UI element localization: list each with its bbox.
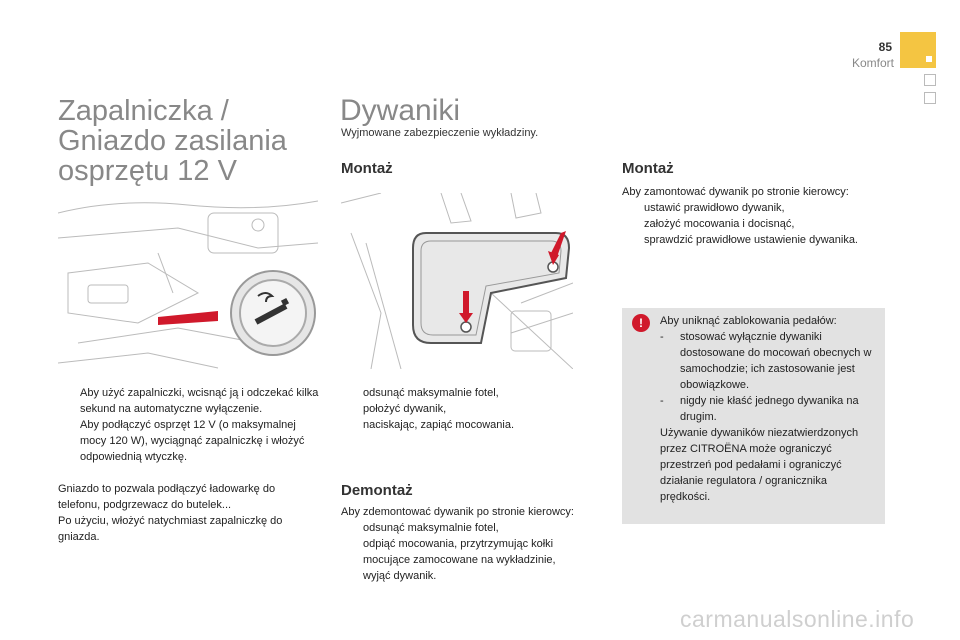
floor-mat-illustration <box>341 193 573 369</box>
dash-icon: - <box>660 395 664 407</box>
title-line-2: Gniazdo zasilania <box>58 125 287 157</box>
list-item: położyć dywanik, <box>363 403 447 415</box>
dismount-heading: Demontaż <box>341 482 413 499</box>
warning-icon: ! <box>632 314 650 332</box>
warning-footer: Używanie dywaników niezatwierdzonych przez CITROËNA może ograniczyć przestrzeń pod pedałami i ograniczyć działanie regulatora / ogranicznika prędkości. <box>660 427 859 503</box>
dismount-steps <box>341 520 603 584</box>
list-item: Aby podłączyć osprzęt 12 V (o maksymalnej mocy 120 W), wyciągnąć zapalniczkę i włożyć odpowiednią wtyczkę. <box>80 419 305 463</box>
mount-heading-driver: Montaż <box>622 160 674 177</box>
section-title-lighter <box>58 96 318 186</box>
warning-text <box>660 313 878 505</box>
mount-heading: Montaż <box>341 160 393 177</box>
chapter-tab-dot <box>926 56 932 62</box>
list-item: - stosować wyłącznie dywaniki dostosowane do mocowań obecnych w samochodzie; ich zastosowanie jest obowiązkowe. <box>660 331 872 391</box>
list-item: Aby użyć zapalniczki, wcisnąć ją i odczekać kilka sekund na automatyczne wyłączenie. <box>80 387 319 415</box>
page-number: 85 <box>878 40 892 54</box>
list-item: odpiąć mocowania, przytrzymując kołki mocujące zamocowane na wykładzinie, <box>363 538 556 566</box>
list-item: odsunąć maksymalnie fotel, <box>363 522 499 534</box>
list-item: odsunąć maksymalnie fotel, <box>363 387 499 399</box>
red-arrow-2 <box>463 291 469 315</box>
warning-intro: Aby uniknąć zablokowania pedałów: <box>660 315 837 327</box>
chapter-tab-box-1 <box>924 74 936 86</box>
title-line-3: osprzętu 12 V <box>58 155 237 187</box>
lighter-illustration <box>58 193 318 369</box>
title-line-1: Zapalniczka / <box>58 95 229 127</box>
pointer-arrow <box>158 311 218 325</box>
list-item: - nigdy nie kłaść jednego dywanika na drugim. <box>660 395 859 423</box>
chapter-tab-box-2 <box>924 92 936 104</box>
watermark: carmanualsonline.info <box>680 606 915 632</box>
dismount-intro: Aby zdemontować dywanik po stronie kierowcy: <box>341 506 574 518</box>
section-subtitle: Wyjmowane zabezpieczenie wykładziny. <box>341 127 539 139</box>
list-item: wyjąć dywanik. <box>363 570 437 582</box>
list-item: sprawdzić prawidłowe ustawienie dywanika. <box>644 234 858 246</box>
lighter-instructions <box>58 385 320 465</box>
warning-list <box>660 329 878 425</box>
list-item: ustawić prawidłowo dywanik, <box>644 202 785 214</box>
section-title-mats: Dywaniki <box>340 94 461 127</box>
mount-steps <box>341 385 591 433</box>
mount-intro: Aby zamontować dywanik po stronie kierowcy: <box>622 186 849 198</box>
after-use-paragraph: Po użyciu, włożyć natychmiast zapalniczkę do gniazda. <box>58 515 283 543</box>
clip-front <box>461 322 471 332</box>
mount-driver-steps <box>622 200 862 248</box>
list-item: naciskając, zapiąć mocowania. <box>363 419 515 431</box>
list-item: założyć mocowania i docisnąć, <box>644 218 795 230</box>
dash-icon: - <box>660 331 664 343</box>
chapter-tab-active <box>900 32 936 68</box>
chapter-label: Komfort <box>851 56 894 70</box>
socket-paragraph: Gniazdo to pozwala podłączyć ładowarkę do telefonu, podgrzewacz do butelek... <box>58 483 276 511</box>
